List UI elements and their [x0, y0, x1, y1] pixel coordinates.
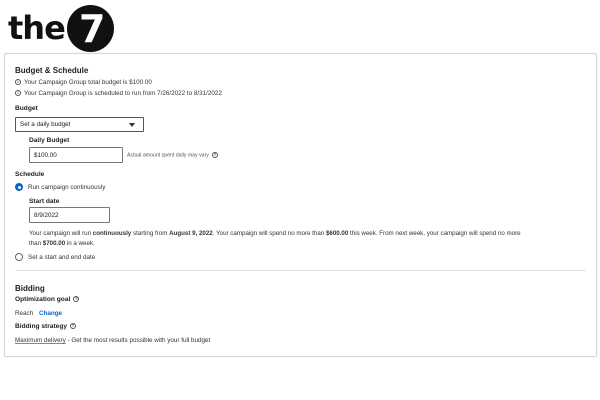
budget-type-value: Set a daily budget — [20, 121, 71, 128]
schedule-label: Schedule — [15, 171, 45, 178]
bidding-strategy-desc: - Get the most results possible with your full budget — [65, 337, 211, 344]
desc-text: this week. From next week, your campaign will spend no more — [348, 230, 521, 237]
help-icon[interactable]: ? — [213, 152, 217, 157]
schedule-description-line2 — [29, 240, 95, 247]
optimization-goal-label — [15, 296, 79, 303]
daily-budget-input[interactable] — [29, 147, 123, 163]
bidding-strategy-value[interactable]: Maximum delivery — [15, 337, 66, 344]
desc-text: than — [29, 240, 43, 247]
desc-bold: continuously — [92, 230, 132, 237]
info-total-budget — [15, 79, 152, 86]
daily-budget-note-text: Actual amount spent daily may vary — [127, 152, 209, 159]
bidding-title: Bidding — [15, 284, 45, 293]
budget-label: Budget — [15, 105, 38, 112]
optimization-goal-value: Reach — [15, 310, 34, 317]
schedule-description-line1 — [29, 230, 521, 237]
info-icon: i — [15, 79, 21, 85]
change-goal-link[interactable]: Change — [38, 310, 63, 317]
help-icon[interactable]: ? — [74, 296, 78, 302]
desc-text: . Your campaign will spend no more than — [212, 230, 326, 237]
bidding-strategy-label — [15, 323, 76, 330]
run-continuously-label: Run campaign continuously — [28, 184, 106, 191]
help-icon[interactable]: ? — [71, 323, 75, 329]
campaign-settings-panel — [4, 53, 597, 357]
optimization-goal-row — [15, 310, 62, 317]
daily-budget-label: Daily Budget — [29, 137, 70, 144]
desc-bold: $700.00 — [42, 240, 66, 247]
desc-text: starting from — [131, 230, 170, 237]
start-date-input[interactable] — [29, 207, 110, 223]
radio-run-continuously[interactable] — [15, 183, 23, 191]
desc-bold: August 9, 2022 — [169, 230, 213, 237]
start-end-date-label: Set a start and end date — [28, 254, 96, 261]
info-icon: i — [15, 90, 21, 96]
bidding-strategy-row — [15, 337, 210, 344]
brand-logo — [8, 4, 114, 52]
start-date-label: Start date — [29, 198, 60, 205]
bidding-strategy-text: Bidding strategy — [15, 323, 68, 330]
budget-type-select[interactable] — [15, 117, 144, 132]
chevron-down-icon — [129, 123, 135, 127]
info-dates-text: Your Campaign Group is scheduled to run from 7/26/2022 to 8/31/2022 — [24, 90, 222, 97]
logo-text: the — [8, 9, 65, 47]
desc-text: Your campaign will run — [29, 230, 93, 237]
radio-start-end-date[interactable] — [15, 253, 23, 261]
optimization-goal-text: Optimization goal — [15, 296, 71, 303]
section-divider — [15, 270, 586, 271]
daily-budget-note — [127, 152, 218, 158]
logo-seven-badge — [67, 5, 114, 52]
start-date-value: 8/9/2022 — [34, 212, 59, 219]
info-schedule-dates — [15, 90, 222, 97]
budget-schedule-title: Budget & Schedule — [15, 66, 89, 75]
desc-bold: $600.00 — [325, 230, 349, 237]
desc-text: in a week. — [65, 240, 95, 247]
info-total-text: Your Campaign Group total budget is $100.00 — [24, 79, 152, 86]
logo-number: 7 — [79, 7, 106, 51]
daily-budget-value: $100.00 — [34, 152, 57, 159]
